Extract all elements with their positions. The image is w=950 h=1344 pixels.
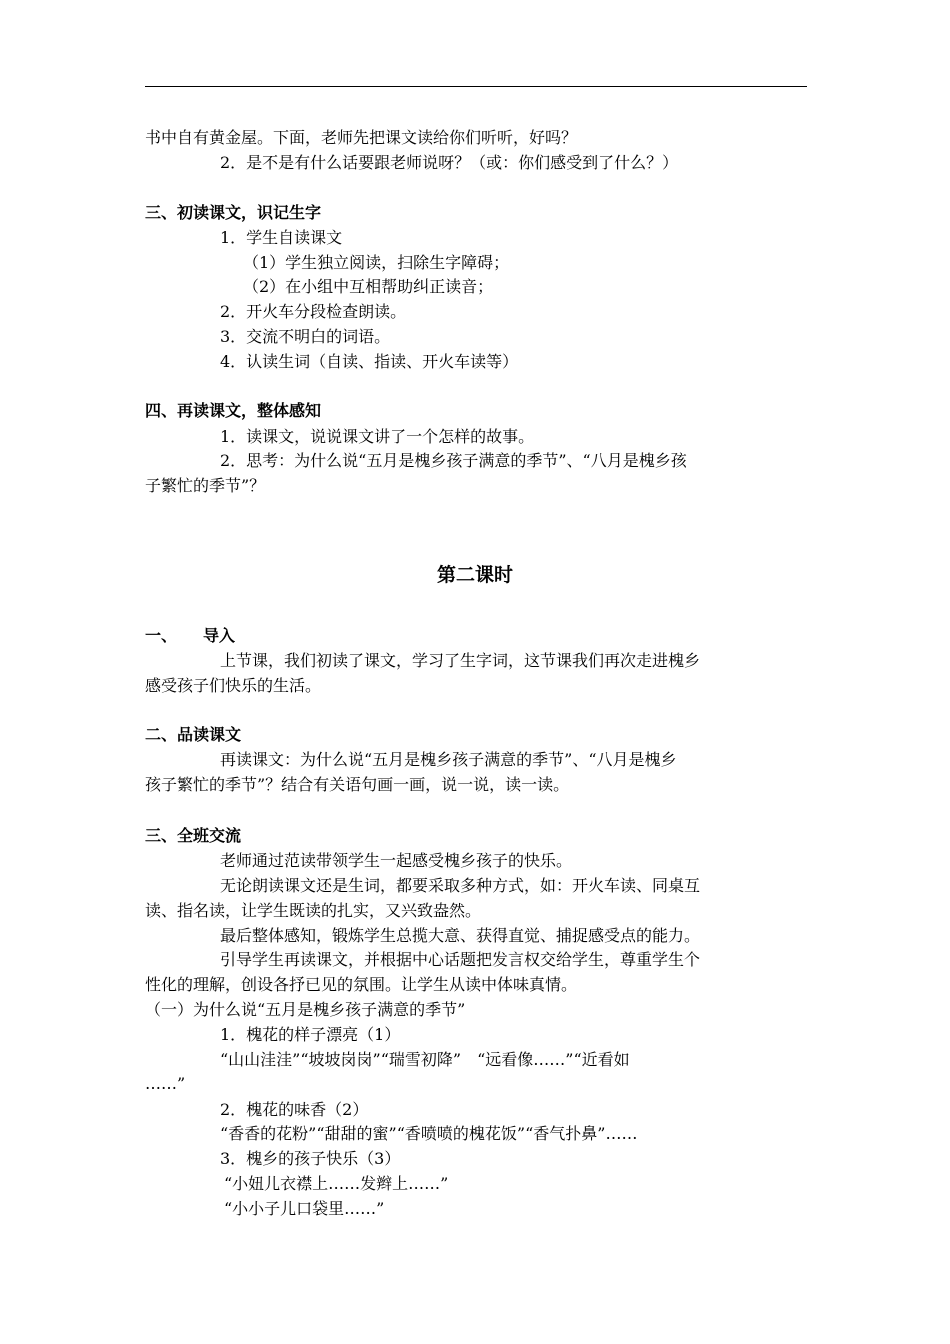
list-item: （2）在小组中互相帮助纠正读音； — [243, 277, 494, 296]
text-line: 无论朗读课文还是生词，都要采取多种方式，如：开火车读、同桌互 — [220, 876, 701, 895]
text-line: 老师通过范读带领学生一起感受槐乡孩子的快乐。 — [220, 851, 573, 870]
list-item: （1）学生独立阅读，扫除生字障碍； — [243, 253, 510, 272]
list-item: 2．思考：为什么说“五月是槐乡孩子满意的季节”、“八月是槐乡孩 — [220, 451, 687, 470]
list-item: 2．开火车分段检查朗读。 — [220, 302, 407, 321]
section-heading: 三、初读课文，识记生字 — [145, 203, 322, 222]
list-item: 4．认读生词（自读、指读、开火车读等） — [220, 352, 519, 371]
quote-line: “山山洼洼”“坡坡岗岗”“瑞雪初降” “远看像……”“近看如 — [220, 1050, 630, 1069]
quote-line: “小妞儿衣襟上……发辫上……” — [224, 1174, 449, 1193]
text-line: 性化的理解，创设各抒已见的氛围。让学生从读中体味真情。 — [145, 975, 578, 994]
text-line: 引导学生再读课文，并根据中心话题把发言权交给学生，尊重学生个 — [220, 950, 701, 969]
quote-line: ……” — [145, 1074, 186, 1093]
section-heading: 二、品读课文 — [145, 725, 242, 744]
section-heading: 四、再读课文，整体感知 — [145, 401, 322, 420]
text-line: 上节课，我们初读了课文，学习了生字词，这节课我们再次走进槐乡 — [220, 651, 701, 670]
header-rule — [145, 86, 807, 87]
subsection-heading: （一）为什么说“五月是槐乡孩子满意的季节” — [145, 1000, 466, 1019]
text-line: 2．是不是有什么话要跟老师说呀？（或：你们感受到了什么？） — [220, 153, 679, 172]
text-line: 书中自有黄金屋。下面，老师先把课文读给你们听听，好吗？ — [145, 128, 578, 147]
text-line: 孩子繁忙的季节”？结合有关语句画一画，说一说，读一读。 — [145, 775, 570, 794]
list-item: 2．槐花的味香（2） — [220, 1100, 369, 1119]
section-heading: 三、全班交流 — [145, 826, 242, 845]
quote-line: “香香的花粉”“甜甜的蜜”“香喷喷的槐花饭”“香气扑鼻”…… — [220, 1124, 638, 1143]
section-number: 一、 — [145, 626, 178, 645]
quote-line: “小小子儿口袋里……” — [224, 1199, 385, 1218]
page-title: 第二课时 — [436, 564, 513, 586]
list-item: 子繁忙的季节”？ — [145, 476, 266, 495]
list-item: 3．交流不明白的词语。 — [220, 327, 391, 346]
text-line: 再读课文：为什么说“五月是槐乡孩子满意的季节”、“八月是槐乡 — [220, 750, 677, 769]
text-line: 读、指名读，让学生既读的扎实，又兴致盎然。 — [145, 901, 482, 920]
section-heading: 导入 — [203, 626, 236, 645]
list-item: 1．读课文，说说课文讲了一个怎样的故事。 — [220, 427, 535, 446]
text-line: 感受孩子们快乐的生活。 — [145, 676, 322, 695]
text-line: 最后整体感知，锻炼学生总揽大意、获得直觉、捕捉感受点的能力。 — [220, 926, 701, 945]
list-item: 1．槐花的样子漂亮（1） — [220, 1025, 401, 1044]
list-item: 1．学生自读课文 — [220, 228, 343, 247]
list-item: 3．槐乡的孩子快乐（3） — [220, 1149, 401, 1168]
